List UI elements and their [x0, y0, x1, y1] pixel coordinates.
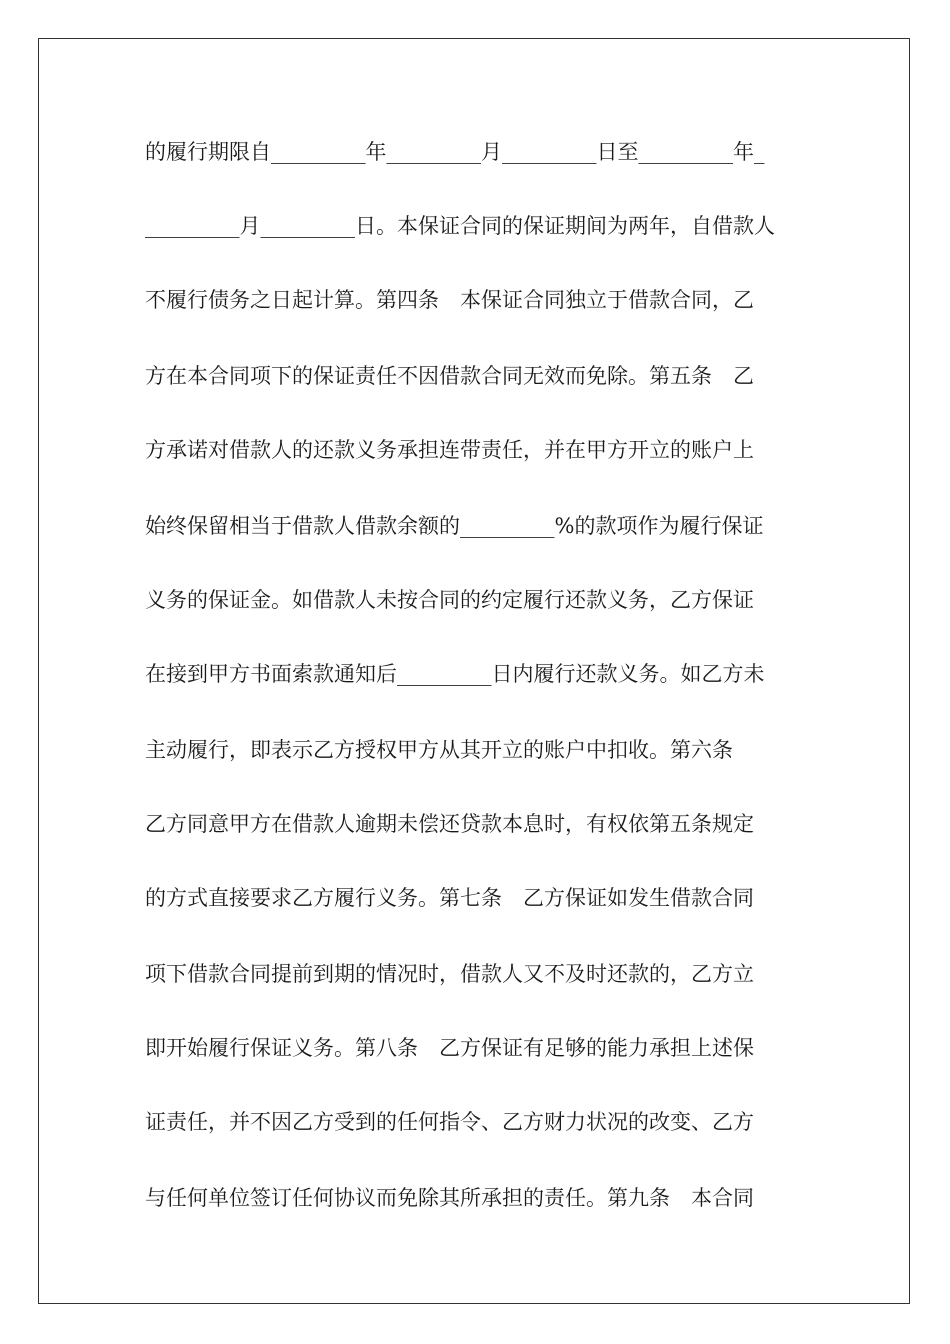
text-line-10: 乙方同意甲方在借款人逾期未偿还贷款本息时，有权依第五条规定	[145, 812, 754, 836]
text-line-1: 的履行期限自_________年_________月_________日至_________年_	[145, 140, 765, 164]
text-line-14: 证责任，并不因乙方受到的任何指令、乙方财力状况的改变、乙方	[145, 1110, 754, 1134]
text-line-8: 在接到甲方书面索款通知后_________日内履行还款义务。如乙方未	[145, 662, 765, 686]
text-line-5: 方承诺对借款人的还款义务承担连带责任，并在甲方开立的账户上	[145, 438, 754, 462]
text-line-4: 方在本合同项下的保证责任不因借款合同无效而免除。第五条 乙	[145, 364, 754, 388]
text-line-13: 即开始履行保证义务。第八条 乙方保证有足够的能力承担上述保	[145, 1036, 754, 1060]
text-line-12: 项下借款合同提前到期的情况时，借款人又不及时还款的，乙方立	[145, 962, 754, 986]
text-line-2: _________月_________日。本保证合同的保证期间为两年，自借款人	[145, 214, 775, 238]
text-line-9: 主动履行，即表示乙方授权甲方从其开立的账户中扣收。第六条	[145, 738, 733, 762]
text-line-3: 不履行债务之日起计算。第四条 本保证合同独立于借款合同，乙	[145, 288, 754, 312]
text-line-6: 始终保留相当于借款人借款余额的_________%的款项作为履行保证	[145, 514, 764, 538]
text-line-15: 与任何单位签订任何协议而免除其所承担的责任。第九条 本合同	[145, 1186, 754, 1210]
text-line-11: 的方式直接要求乙方履行义务。第七条 乙方保证如发生借款合同	[145, 886, 754, 910]
text-line-7: 义务的保证金。如借款人未按合同的约定履行还款义务，乙方保证	[145, 588, 754, 612]
